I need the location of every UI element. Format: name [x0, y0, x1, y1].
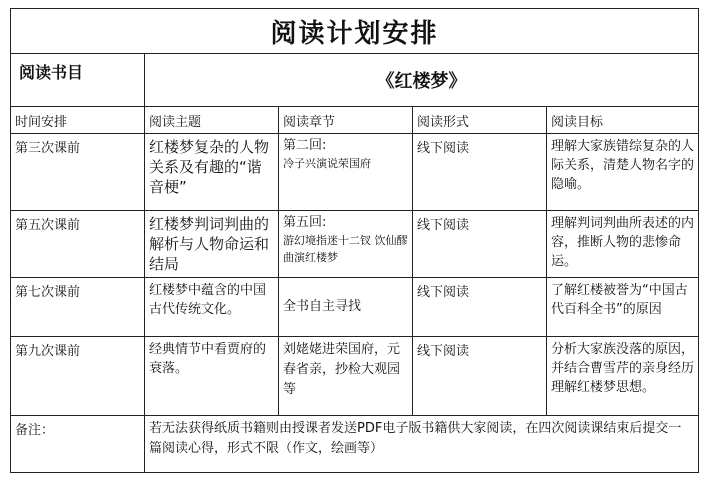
- book-name: 《红楼梦》: [145, 54, 699, 107]
- page-title: 阅读计划安排: [11, 9, 699, 54]
- row-time: 第七次课前: [11, 278, 145, 337]
- row-time: 第九次课前: [11, 337, 145, 416]
- table-header-row: [11, 107, 699, 134]
- header-goal: 阅读目标: [547, 107, 699, 134]
- chapter-subtitle: 冷子兴演说荣国府: [283, 157, 371, 170]
- note-text: 若无法获得纸质书籍则由授课者发送PDF电子版书籍供大家阅读，在四次阅读课结束后提交一篇阅读心得，形式不限（作文，绘画等）: [145, 416, 699, 473]
- row-form: 线下阅读: [413, 337, 547, 416]
- row-form: 线下阅读: [413, 134, 547, 211]
- note-row: [11, 416, 699, 473]
- reading-plan-sheet: [10, 8, 698, 470]
- row-chapter: [279, 211, 413, 278]
- row-time: 第三次课前: [11, 134, 145, 211]
- row-goal: 理解大家族错综复杂的人际关系，清楚人物名字的隐喻。: [547, 134, 699, 211]
- chapter-title: 全书自主寻找: [283, 299, 362, 314]
- row-goal: 分析大家族没落的原因，并结合曹雪芹的亲身经历理解红楼梦思想。: [547, 337, 699, 416]
- chapter-title: 刘姥姥进荣国府，元春省亲，抄检大观园等: [283, 342, 401, 397]
- table-row: [11, 337, 699, 416]
- reading-plan-table: [10, 8, 699, 473]
- row-theme: 红楼梦判词判曲的解析与人物命运和结局: [145, 211, 279, 278]
- chapter-title: 第二回:: [283, 138, 327, 153]
- row-time: 第五次课前: [11, 211, 145, 278]
- row-goal: 了解红楼被誉为“中国古代百科全书”的原因: [547, 278, 699, 337]
- row-chapter: [279, 337, 413, 416]
- book-label: 阅读书目: [11, 54, 145, 107]
- header-form: 阅读形式: [413, 107, 547, 134]
- row-form: 线下阅读: [413, 278, 547, 337]
- chapter-subtitle: 游幻境指迷十二钗 饮仙醪曲演红楼梦: [283, 234, 408, 264]
- row-theme: 红楼梦复杂的人物关系及有趣的“谐音梗”: [145, 134, 279, 211]
- row-form: 线下阅读: [413, 211, 547, 278]
- table-row: [11, 211, 699, 278]
- row-chapter: [279, 278, 413, 337]
- note-label: 备注：: [11, 416, 145, 473]
- row-theme: 红楼梦中蕴含的中国古代传统文化。: [145, 278, 279, 337]
- header-theme: 阅读主题: [145, 107, 279, 134]
- header-time: 时间安排: [11, 107, 145, 134]
- row-chapter: [279, 134, 413, 211]
- table-row: [11, 278, 699, 337]
- row-theme: 经典情节中看贾府的衰落。: [145, 337, 279, 416]
- header-chapter: 阅读章节: [279, 107, 413, 134]
- chapter-title: 第五回:: [283, 215, 327, 230]
- row-goal: 理解判词判曲所表述的内容，推断人物的悲惨命运。: [547, 211, 699, 278]
- table-row: [11, 134, 699, 211]
